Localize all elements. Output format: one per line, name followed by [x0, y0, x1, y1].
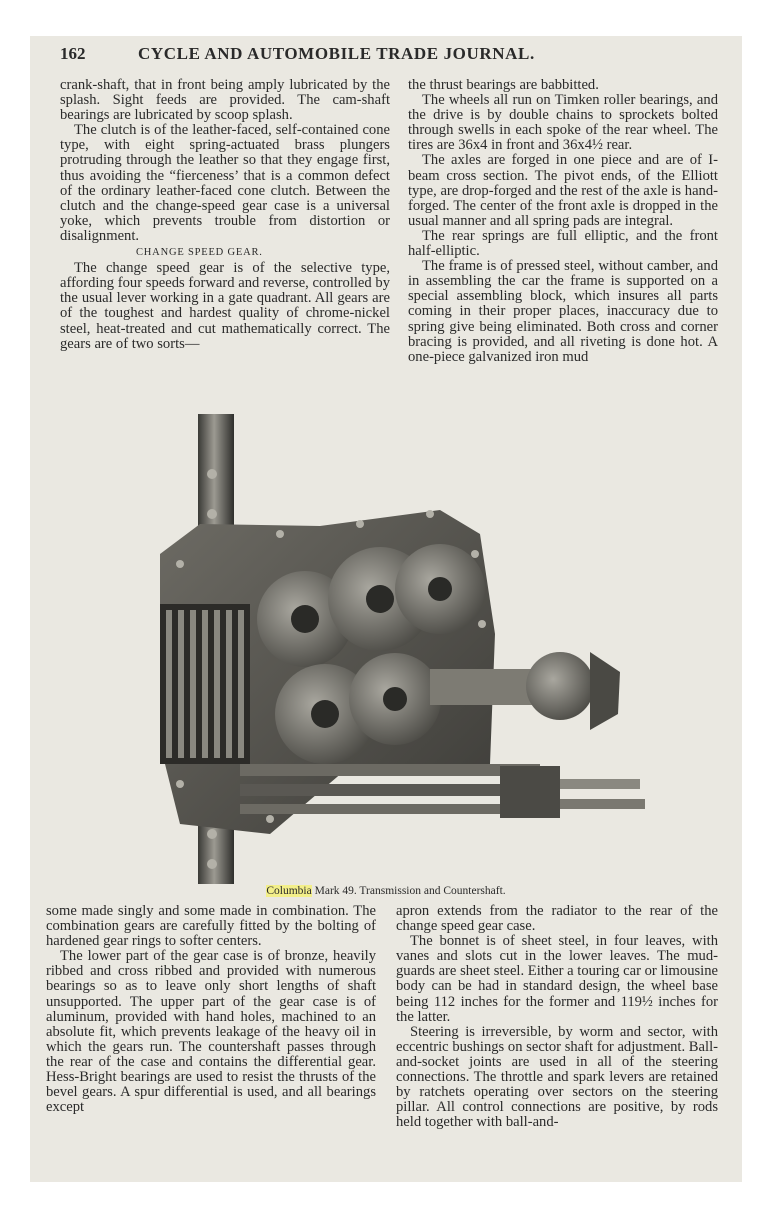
bottom-left-column	[46, 904, 376, 1115]
paragraph: Steering is irreversible, by worm and sector, with eccentric bushings on sector shaft for adjustment. Ball-and-socket joints are used in all of the steering connections. The throttle and spark levers are retained by ratchets operating over sectors on the steering pillar. All control connections are positive, by rods held together with ball-and-	[396, 1023, 718, 1131]
top-right-column	[408, 78, 718, 365]
paragraph: The clutch is of the leather-faced, self-contained cone type, with eight spring-actuated brass plungers protruding through the leather so that they engage first, thus avoiding the “fierceness’ that is a common defect of the ordinary leather-faced cone clutch. Between the clutch and the change-speed gear case is a universal yoke, which prevents trouble from distortion or disalignment.	[60, 122, 390, 244]
journal-page	[30, 36, 742, 1182]
paragraph: crank-shaft, that in front being amply lubricated by the splash. Sight feeds are provided. The cam-shaft bearings are lubricated by scoop splash.	[60, 77, 390, 124]
bottom-right-column	[396, 904, 718, 1130]
transmission-photograph	[120, 414, 660, 884]
paragraph: some made singly and some made in combination. The combination gears are carefully fitted by the bolting of hardened gear rings to softer centers.	[46, 903, 376, 950]
page-header	[60, 44, 720, 70]
figure-caption	[30, 885, 742, 897]
caption-text: Mark 49. Transmission and Countershaft.	[311, 885, 506, 897]
paragraph: The lower part of the gear case is of bronze, heavily ribbed and cross ribbed and provided with numerous bearings so as to leave only short lengths of shaft unsupported. The upper part of the gear case is of aluminum, provided with hand holes, machined to an absolute fit, which prevents leakage of the heavy oil in which the gears run. The countershaft passes through the rear of the case and contains the differential gear. Hess-Bright bearings are used to resist the thrusts of the bevel gears. A spur differential is used, and all bearings except	[46, 948, 376, 1116]
paragraph: The frame is of pressed steel, without camber, and in assembling the car the frame is supported on a special assembling block, which insures all parts coming in their proper places, inaccuracy due to spring give being eliminated. Both cross and corner bracing is provided, and all riveting is done hot. A one-piece galvanized iron mud	[408, 258, 718, 365]
section-heading: CHANGE SPEED GEAR.	[136, 247, 263, 259]
journal-title: CYCLE AND AUTOMOBILE TRADE JOURNAL.	[138, 44, 535, 63]
page-number: 162	[60, 44, 86, 63]
paragraph: The wheels all run on Timken roller bearings, and the drive is by double chains to sprockets bolted through swells in each spoke of the rear wheel. The tires are 36x4 in front and 36x4½ rear.	[408, 92, 718, 154]
paragraph: The rear springs are full elliptic, and the front half-elliptic.	[408, 227, 718, 260]
paragraph: apron extends from the radiator to the rear of the change speed gear case.	[396, 903, 718, 935]
paragraph: The change speed gear is of the selective type, affording four speeds forward and reverse, controlled by the usual lever working in a gate quadrant. All gears are of the toughest and hardest quality of chrome-nickel steel, heat-treated and cut mathematically correct. The gears are of two sorts—	[60, 260, 390, 352]
paragraph: the thrust bearings are babbitted.	[408, 77, 599, 93]
caption-highlight: Columbia	[266, 885, 312, 897]
top-left-column	[60, 78, 390, 352]
paragraph: The bonnet is of sheet steel, in four leaves, with vanes and slots cut in the lower leaves. The mud-guards are sheet steel. Either a touring car or limousine body can be had in standard design, the wheel base being 112 inches for the former and 119½ inches for the latter.	[396, 933, 718, 1025]
paragraph: The axles are forged in one piece and are of I-beam cross section. The pivot ends, of the Elliott type, are drop-forged and the rest of the axle is hand-forged. The center of the front axle is dropped in the usual manner and all spring pads are integral.	[408, 152, 718, 229]
